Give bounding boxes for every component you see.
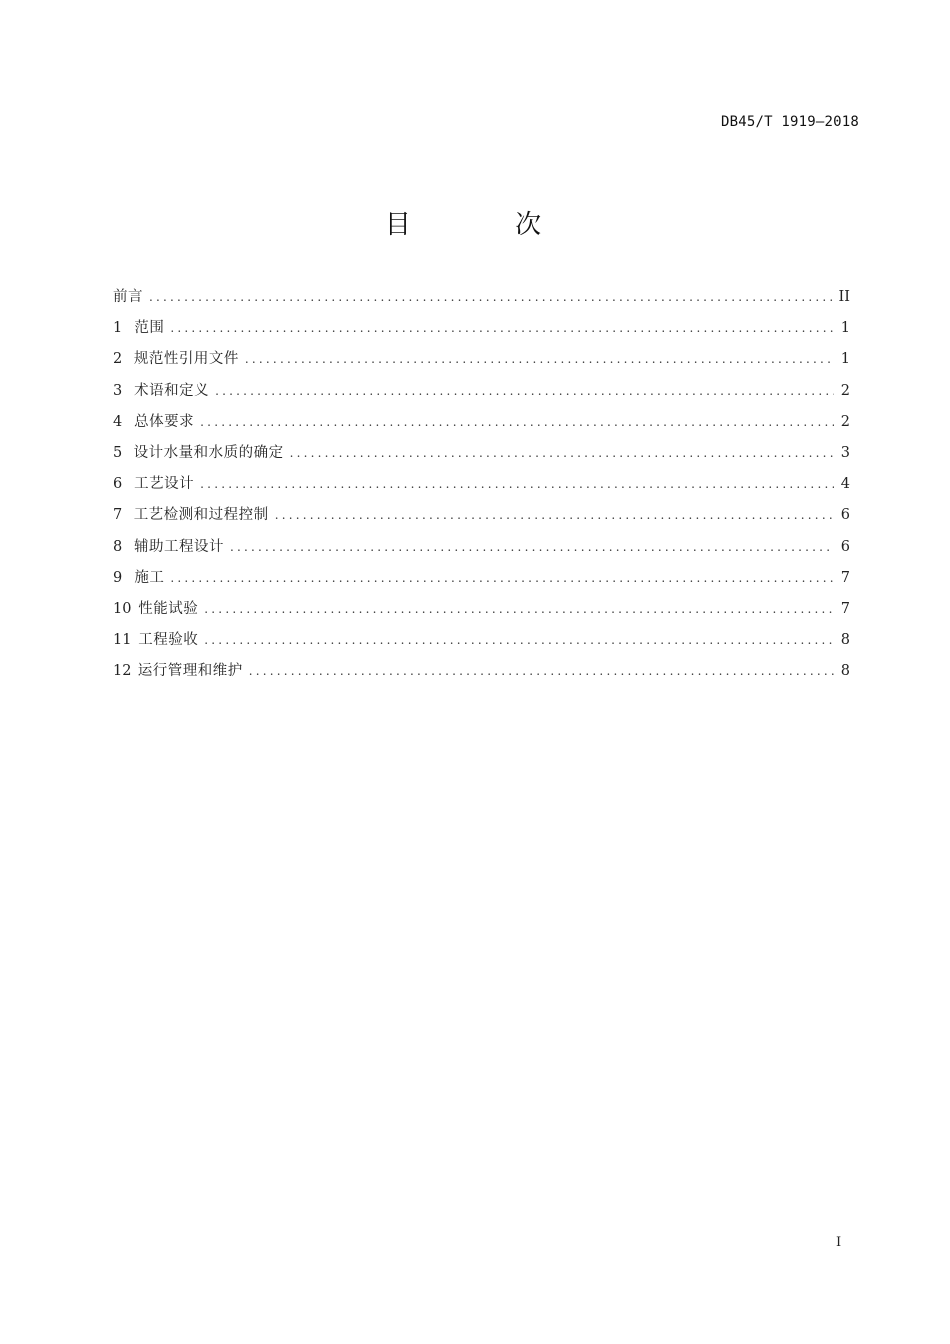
dot-leader — [170, 563, 834, 594]
dot-leader — [249, 656, 834, 687]
document-code: DB45/T 1919—2018 — [720, 114, 859, 130]
toc-page-number: 7 — [840, 600, 850, 617]
toc-label: 性能试验 — [138, 600, 199, 617]
dot-leader — [245, 344, 834, 375]
toc-page-number: 4 — [840, 476, 850, 493]
toc-label: 术语和定义 — [134, 382, 210, 399]
toc-label: 前言 — [113, 289, 143, 305]
toc-number: 3 — [113, 382, 123, 399]
toc-number: 5 — [113, 444, 123, 461]
toc-page-number: 2 — [840, 382, 850, 399]
dot-leader — [200, 469, 834, 500]
toc-entry-foreword[interactable] — [113, 282, 850, 313]
toc-page-number: 3 — [840, 444, 850, 461]
toc-entry-5[interactable] — [113, 438, 850, 469]
toc-label: 辅助工程设计 — [133, 538, 224, 555]
toc-page-number: 6 — [840, 538, 850, 555]
toc-number: 6 — [113, 476, 123, 493]
page-title: 目 次 — [384, 210, 590, 240]
toc-number: 4 — [113, 413, 123, 430]
toc-label: 工程验收 — [138, 632, 199, 649]
toc-entry-9[interactable] — [113, 563, 850, 594]
toc-label: 范围 — [134, 320, 165, 337]
toc-page-number: 2 — [840, 413, 850, 430]
toc-number: 7 — [113, 507, 123, 524]
toc-page-number: 8 — [840, 663, 850, 680]
table-of-contents — [113, 282, 850, 687]
dot-leader — [170, 313, 834, 344]
toc-entry-2[interactable] — [113, 344, 850, 375]
toc-entry-8[interactable] — [113, 532, 850, 563]
toc-number: 2 — [113, 351, 123, 368]
toc-number: 1 — [113, 320, 123, 337]
toc-label: 施工 — [134, 569, 165, 586]
dot-leader — [204, 594, 834, 625]
toc-entry-6[interactable] — [113, 469, 850, 500]
toc-number: 10 — [113, 600, 132, 617]
toc-label: 工艺检测和过程控制 — [133, 507, 269, 524]
toc-number: 11 — [113, 632, 132, 649]
dot-leader — [230, 532, 834, 563]
toc-label: 运行管理和维护 — [137, 663, 243, 680]
toc-label: 设计水量和水质的确定 — [133, 444, 284, 461]
toc-number: 8 — [113, 538, 123, 555]
toc-label: 总体要求 — [134, 413, 195, 430]
toc-label: 工艺设计 — [134, 476, 195, 493]
toc-page-number: 1 — [840, 320, 850, 337]
toc-entry-1[interactable] — [113, 313, 850, 344]
dot-leader — [290, 438, 834, 469]
toc-label: 规范性引用文件 — [133, 351, 239, 368]
toc-page-number: 7 — [840, 569, 850, 586]
toc-page-number: 8 — [840, 632, 850, 649]
toc-number: 12 — [113, 663, 132, 680]
toc-page-number: 6 — [840, 507, 850, 524]
toc-entry-12[interactable] — [113, 656, 850, 687]
toc-page-number: II — [838, 289, 850, 305]
toc-number: 9 — [113, 569, 123, 586]
page-number: I — [836, 1235, 842, 1250]
toc-entry-10[interactable] — [113, 594, 850, 625]
dot-leader — [200, 407, 834, 438]
toc-entry-3[interactable] — [113, 376, 850, 407]
toc-entry-7[interactable] — [113, 500, 850, 531]
dot-leader — [149, 282, 833, 313]
toc-entry-4[interactable] — [113, 407, 850, 438]
dot-leader — [275, 500, 834, 531]
toc-page-number: 1 — [840, 351, 850, 368]
dot-leader — [204, 625, 834, 656]
dot-leader — [215, 376, 834, 407]
toc-entry-11[interactable] — [113, 625, 850, 656]
